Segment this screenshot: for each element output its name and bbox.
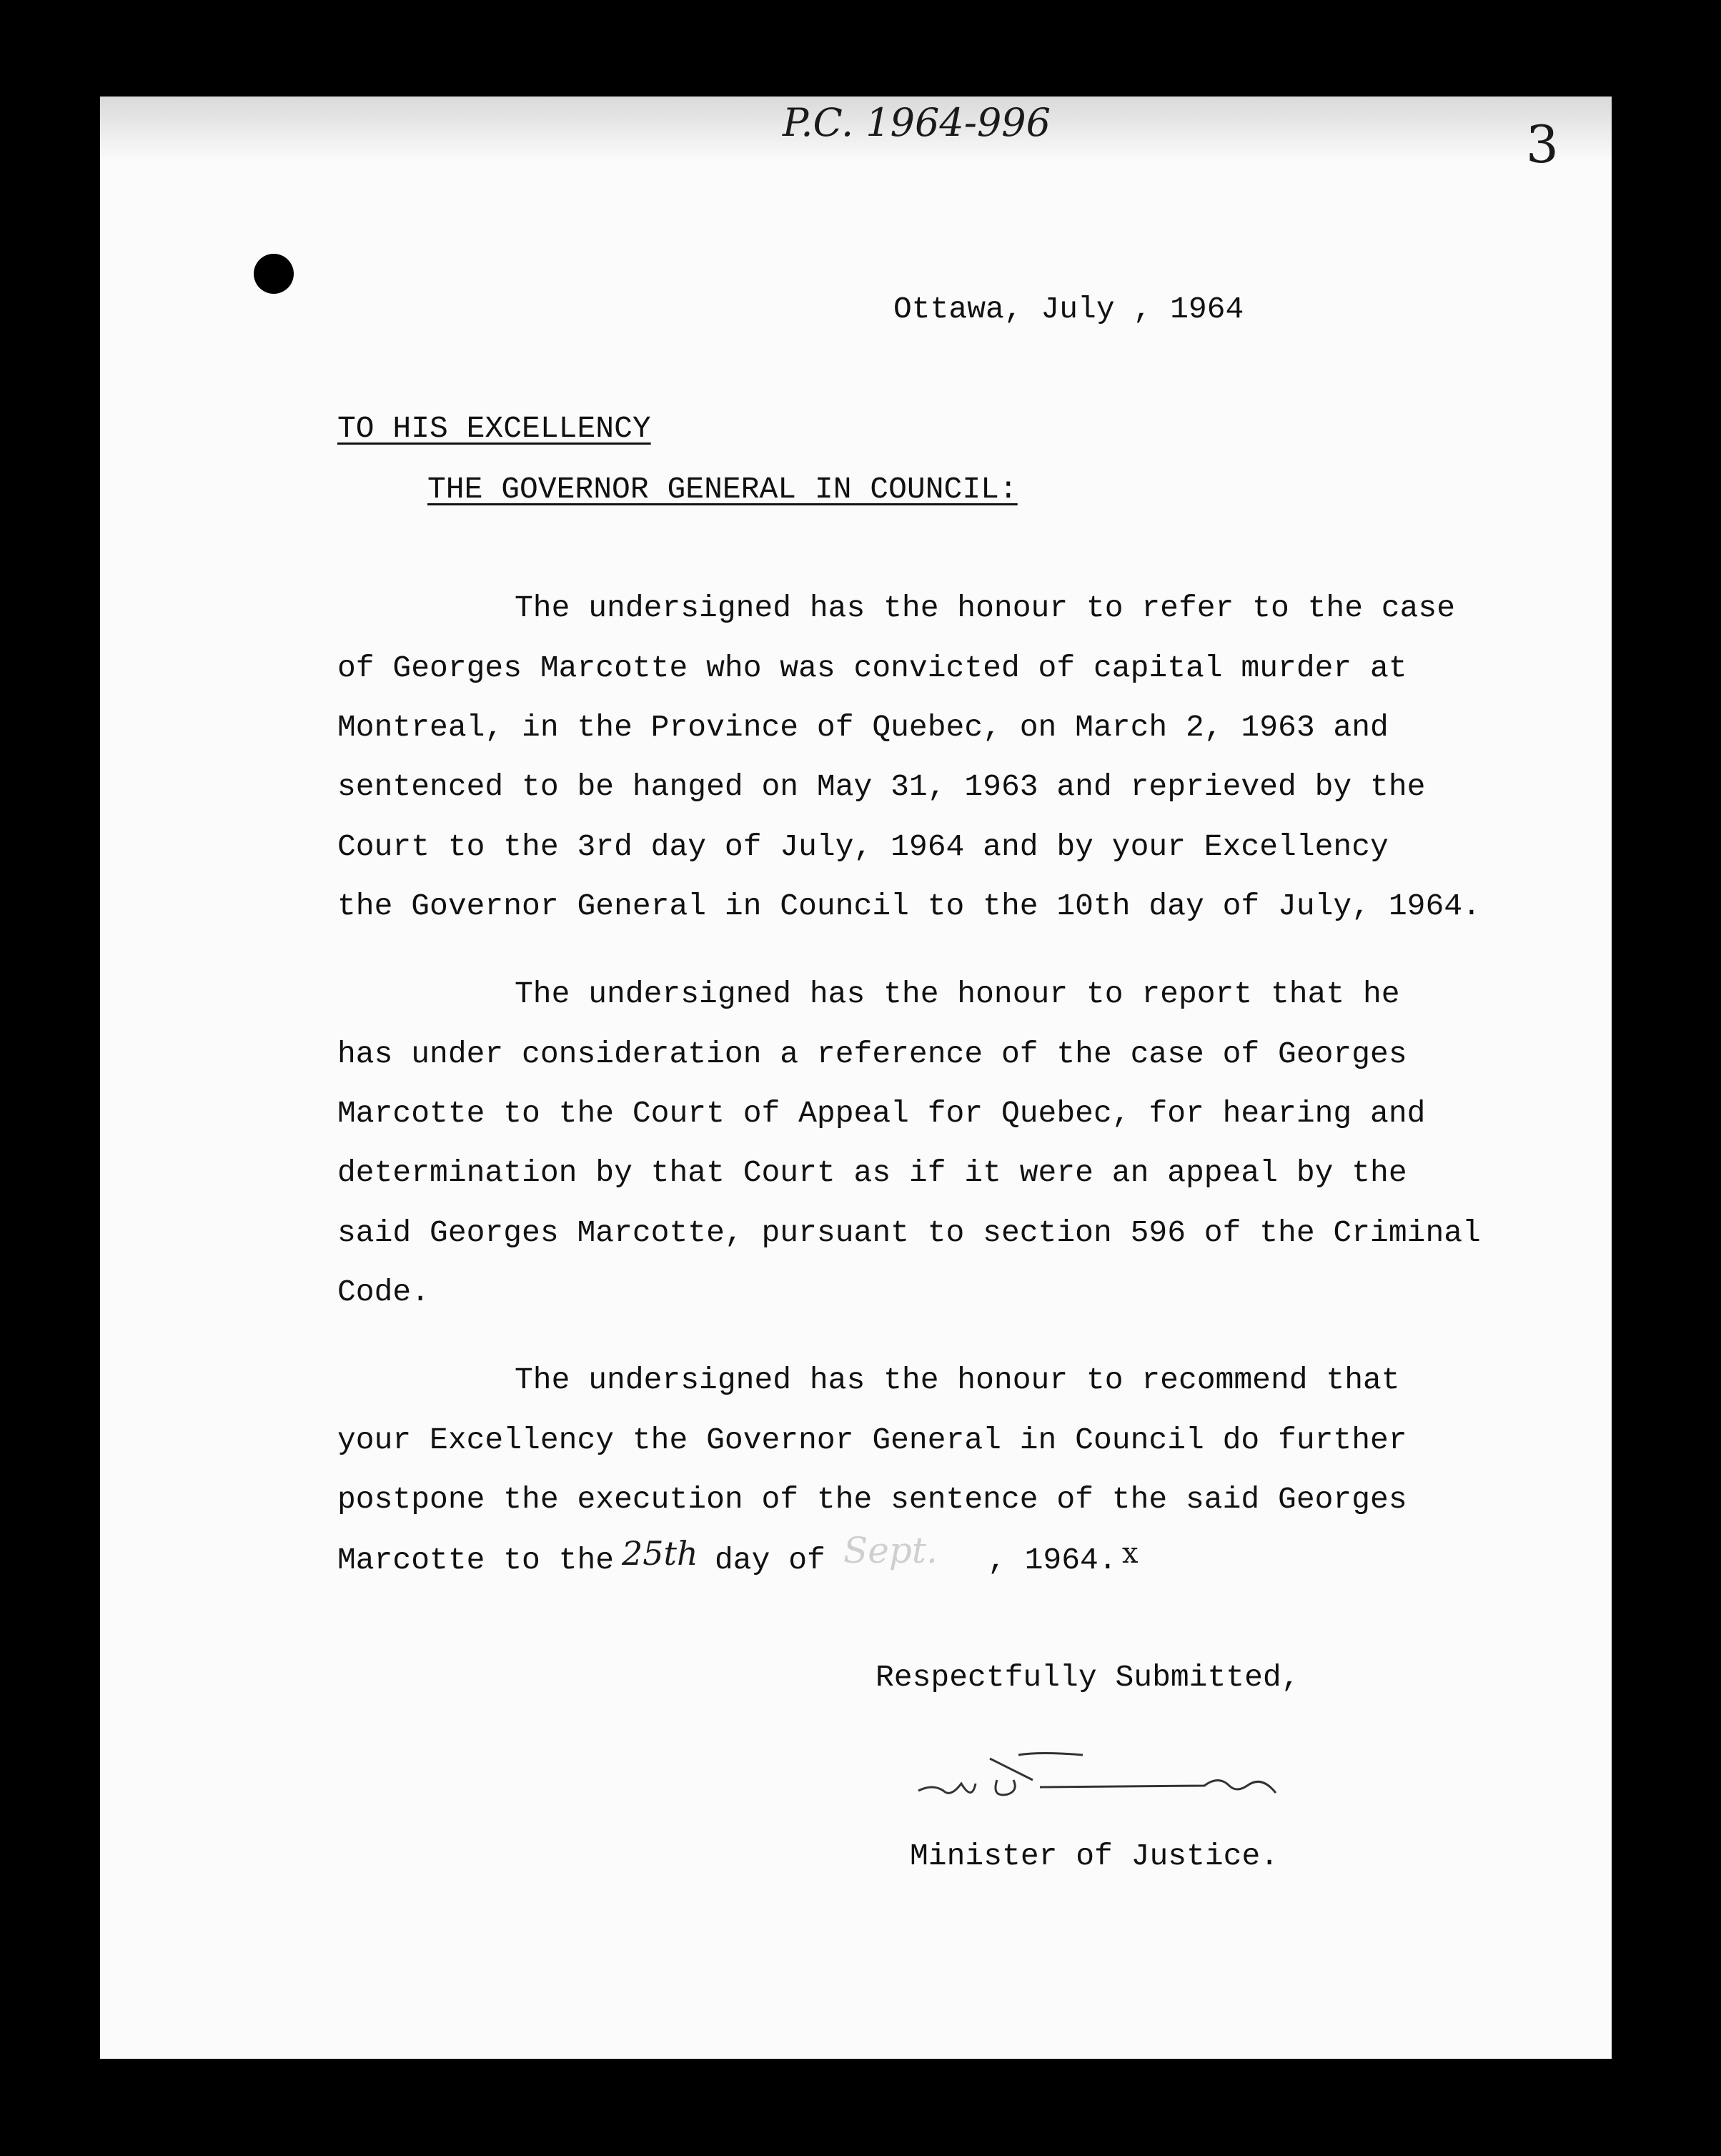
- paragraph-2-line: determination by that Court as if it were an appeal by the: [337, 1155, 1407, 1190]
- addressee-line-2: THE GOVERNOR GENERAL IN COUNCIL:: [427, 472, 1018, 507]
- document-page: [100, 97, 1612, 2059]
- closing: Respectfully Submitted,: [876, 1660, 1300, 1695]
- signature: [897, 1730, 1340, 1816]
- paragraph-1-line: Montreal, in the Province of Quebec, on March 2, 1963 and: [337, 710, 1389, 745]
- addressee-line-1: TO HIS EXCELLENCY: [337, 411, 651, 446]
- dateline: Ottawa, July , 1964: [893, 292, 1244, 327]
- paragraph-3-last-line-start: Marcotte to the: [337, 1543, 615, 1578]
- paragraph-1-line: the Governor General in Council to the 10th day of July, 1964.: [337, 889, 1481, 924]
- paragraph-2-line: Code.: [337, 1275, 430, 1310]
- file-reference: P.C. 1964-996: [783, 100, 1051, 145]
- paragraph-2-line: has under consideration a reference of the case of Georges: [337, 1037, 1407, 1072]
- paragraph-2-line: Marcotte to the Court of Appeal for Quebec, for hearing and: [337, 1096, 1426, 1131]
- paragraph-2-line: said Georges Marcotte, pursuant to section 596 of the Criminal: [337, 1215, 1481, 1250]
- paragraph-3-line: postpone the execution of the sentence of the said Georges: [337, 1482, 1407, 1517]
- paragraph-3-last-line-end: , 1964.: [988, 1543, 1117, 1578]
- paragraph-1-line: of Georges Marcotte who was convicted of capital murder at: [337, 651, 1407, 686]
- paragraph-2-line: The undersigned has the honour to report that he: [515, 976, 1400, 1012]
- handwritten-check-mark: x: [1122, 1537, 1139, 1570]
- paragraph-3-last-line-middle: day of: [715, 1543, 825, 1578]
- signatory-title: Minister of Justice.: [910, 1839, 1279, 1874]
- paragraph-1-line: sentenced to be hanged on May 31, 1963 and reprieved by the: [337, 769, 1426, 804]
- handwritten-day: 25th: [622, 1534, 698, 1573]
- paragraph-1-line: Court to the 3rd day of July, 1964 and by your Excellency: [337, 829, 1389, 864]
- punch-hole: [254, 254, 294, 294]
- paragraph-3-line: your Excellency the Governor General in Council do further: [337, 1423, 1407, 1458]
- paragraph-1-line: The undersigned has the honour to refer to the case: [515, 590, 1456, 625]
- page-number: 3: [1526, 114, 1559, 174]
- handwritten-month: Sept.: [843, 1530, 938, 1571]
- paragraph-3-line: The undersigned has the honour to recommend that: [515, 1363, 1400, 1398]
